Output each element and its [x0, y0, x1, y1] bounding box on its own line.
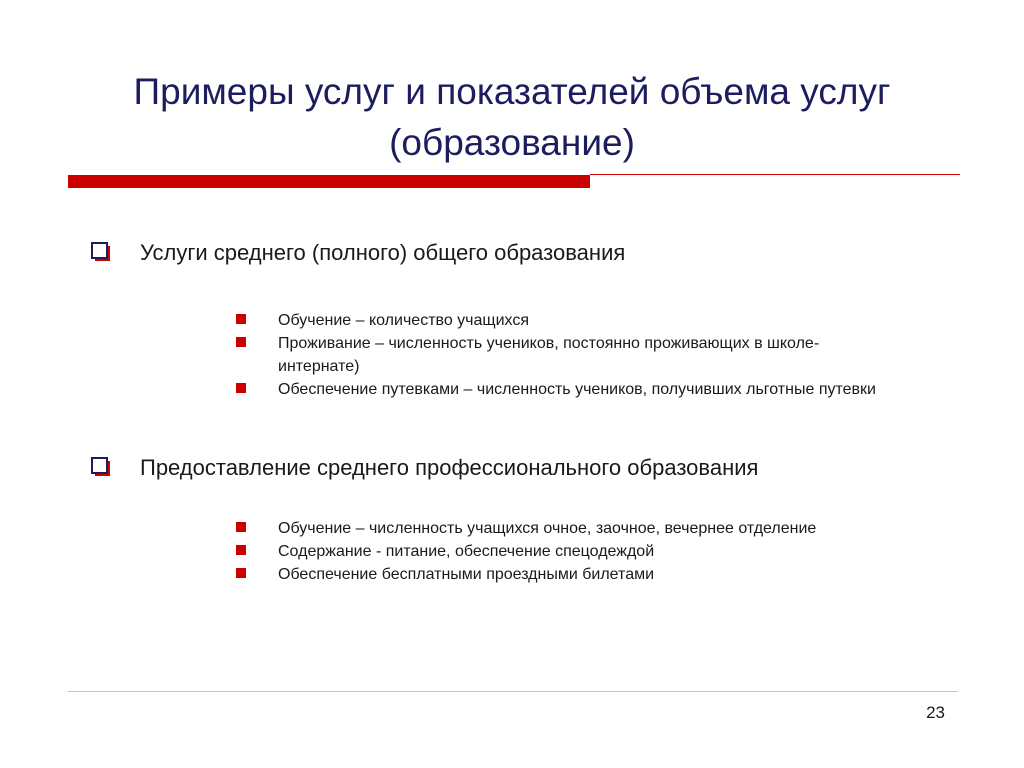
slide-title — [0, 66, 1024, 168]
page-number: 23 — [926, 703, 945, 722]
list-item — [236, 517, 976, 540]
square-bullet-icon — [236, 314, 246, 324]
slide-title-line-1: Примеры услуг и показателей объема услуг — [133, 71, 891, 112]
square-bullet-icon — [236, 383, 246, 393]
square-bullet-icon — [236, 568, 246, 578]
list-item-text: Обучение – количество учащихся — [278, 312, 529, 329]
section-heading: Предоставление среднего профессионального образования — [140, 455, 759, 480]
title-underline-bar — [68, 175, 590, 188]
slide-title-line-2: (образование) — [389, 122, 635, 163]
title-underline-rule — [590, 174, 960, 175]
list-item — [236, 540, 976, 563]
list-item-text: Обеспечение путевками – численность учеников, получивших льготные путевки — [278, 381, 876, 398]
list-item-text: Обеспечение бесплатными проездными билетами — [278, 566, 655, 583]
section-vocational-education — [90, 455, 990, 481]
list-item-text: Содержание - питание, обеспечение спецодеждой — [278, 543, 655, 560]
list-item-text: Обучение – численность учащихся очное, заочное, вечернее отделение — [278, 520, 817, 537]
section-heading: Услуги среднего (полного) общего образования — [140, 240, 626, 265]
section-general-education — [90, 240, 990, 266]
section-general-education-list — [236, 309, 976, 401]
checkbox-icon — [90, 456, 118, 480]
list-item — [236, 378, 976, 401]
footer-divider — [68, 691, 958, 692]
list-item — [236, 309, 976, 332]
square-bullet-icon — [236, 545, 246, 555]
square-bullet-icon — [236, 337, 246, 347]
list-item-text: Проживание – численность учеников, постоянно проживающих в школе-интернате) — [278, 335, 820, 375]
square-bullet-icon — [236, 522, 246, 532]
section-vocational-education-list — [236, 517, 976, 586]
list-item — [236, 563, 976, 586]
checkbox-icon — [90, 241, 118, 265]
list-item — [236, 332, 976, 378]
